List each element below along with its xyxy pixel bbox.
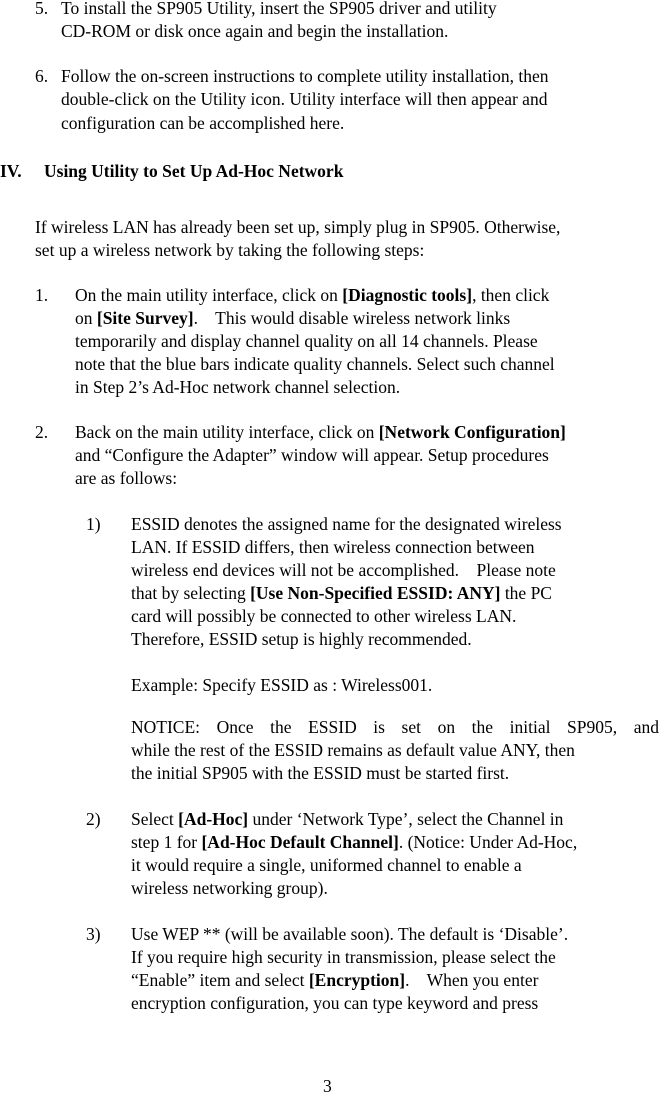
intro-line-1: If wireless LAN has already been set up, simply plug in SP905. Otherwise, <box>35 217 561 237</box>
notice-line-2: while the rest of the ESSID remains as default value ANY, then <box>131 740 575 760</box>
item-2-line-3: are as follows: <box>75 468 178 488</box>
sub-item-1-line-4: that by selecting [Use Non-Specified ESSID: ANY] the PC <box>131 583 552 603</box>
sub-item-1-line-5: card will possibly be connected to other wireless LAN. <box>131 606 517 626</box>
page-number: 3 <box>323 1076 332 1096</box>
sub-item-2-line-1: Select [Ad-Hoc] under ‘Network Type’, select the Channel in <box>131 809 564 829</box>
sub-item-1-line-1: ESSID denotes the assigned name for the designated wireless <box>131 514 562 534</box>
notice-line-1: NOTICE: Once the ESSID is set on the initial SP905, and <box>131 717 659 737</box>
step-6-line-1: Follow the on-screen instructions to complete utility installation, then <box>61 66 549 86</box>
sub-item-3-line-1: Use WEP ** (will be available soon). The default is ‘Disable’. <box>131 924 569 944</box>
sub-item-2-line-3: it would require a single, uniformed channel to enable a <box>131 855 522 875</box>
item-2-line-2: and “Configure the Adapter” window will appear. Setup procedures <box>75 445 549 465</box>
sub-item-2-line-4: wireless networking group). <box>131 878 328 898</box>
item-1-number: 1. <box>35 285 49 305</box>
item-2-line-1: Back on the main utility interface, click on [Network Configuration] <box>75 422 566 442</box>
sub-item-2-line-2: step 1 for [Ad-Hoc Default Channel]. (Notice: Under Ad-Hoc, <box>131 832 578 852</box>
step-6-number: 6. <box>35 66 49 86</box>
step-6-line-2: double-click on the Utility icon. Utility interface will then appear and <box>61 89 548 109</box>
step-6-line-3: configuration can be accomplished here. <box>61 113 345 133</box>
step-5-line-2: CD-ROM or disk once again and begin the installation. <box>61 21 449 41</box>
sub-item-1-line-3: wireless end devices will not be accomplished. Please note <box>131 560 556 580</box>
essid-example: Example: Specify ESSID as : Wireless001. <box>131 675 433 695</box>
item-1-line-3: temporarily and display channel quality on all 14 channels. Please <box>75 331 538 351</box>
step-5-number: 5. <box>35 0 49 18</box>
sub-item-1-number: 1) <box>86 514 101 534</box>
sub-item-3-line-3: “Enable” item and select [Encryption]. When you enter <box>131 970 539 990</box>
section-title: Using Utility to Set Up Ad-Hoc Network <box>44 161 344 181</box>
sub-item-3-line-2: If you require high security in transmission, please select the <box>131 947 556 967</box>
item-1-line-5: in Step 2’s Ad-Hoc network channel selection. <box>75 377 401 397</box>
section-number: IV. <box>0 161 22 181</box>
item-1-line-1: On the main utility interface, click on [Diagnostic tools], then click <box>75 285 550 305</box>
sub-item-3-line-4: encryption configuration, you can type keyword and press <box>131 993 539 1013</box>
sub-item-3-number: 3) <box>86 924 101 944</box>
sub-item-2-number: 2) <box>86 809 101 829</box>
sub-item-1-line-6: Therefore, ESSID setup is highly recommended. <box>131 629 472 649</box>
notice-line-3: the initial SP905 with the ESSID must be started first. <box>131 763 510 783</box>
item-1-line-2: on [Site Survey]. This would disable wireless network links <box>75 308 511 328</box>
step-5-line-1: To install the SP905 Utility, insert the SP905 driver and utility <box>61 0 497 18</box>
intro-line-2: set up a wireless network by taking the following steps: <box>35 240 425 260</box>
item-1-line-4: note that the blue bars indicate quality channels. Select such channel <box>75 354 555 374</box>
sub-item-1-line-2: LAN. If ESSID differs, then wireless connection between <box>131 537 535 557</box>
item-2-number: 2. <box>35 422 49 442</box>
